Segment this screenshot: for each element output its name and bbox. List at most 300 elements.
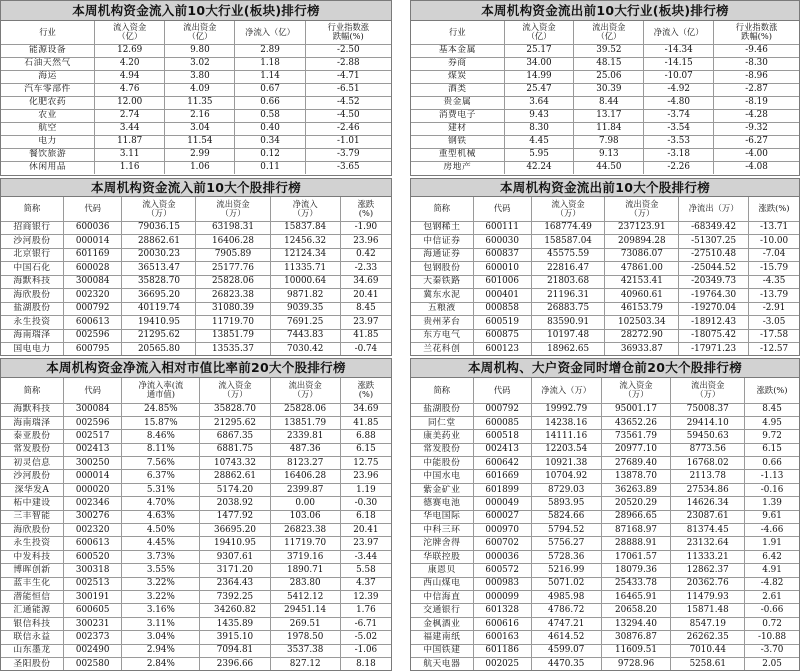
table-row (1, 248, 391, 262)
row-value-cell: 600605 (63, 604, 122, 617)
row-value-cell: 6881.75 (200, 443, 270, 456)
column-header: 行业 (411, 21, 504, 44)
row-name-cell: 东方电气 (411, 329, 473, 343)
row-value-cell: 600837 (473, 248, 531, 262)
row-value-cell: 4.37 (340, 577, 391, 590)
row-value-cell: 002580 (63, 657, 122, 670)
row-value-cell: 9.80 (165, 44, 235, 57)
row-value-cell: 601006 (473, 275, 531, 289)
row-value-cell: -68349.42 (679, 221, 749, 235)
row-value-cell: 18079.36 (601, 564, 671, 577)
table-row (411, 416, 799, 429)
row-value-cell: -2.26 (644, 161, 714, 174)
row-value-cell: 4.45 (504, 135, 574, 148)
row-value-cell: 12.00 (95, 96, 165, 109)
row-value-cell: 1890.71 (270, 564, 340, 577)
row-value-cell: 3.22% (122, 577, 200, 590)
row-value-cell: 9728.96 (601, 657, 671, 670)
row-value-cell: 17061.57 (601, 550, 671, 563)
row-name-cell: 贵金属 (411, 96, 504, 109)
net-inflow-ratio-panel (0, 358, 392, 671)
row-value-cell: 23.96 (340, 470, 391, 483)
row-value-cell: 2396.66 (200, 657, 270, 670)
row-name-cell: 海默科技 (1, 403, 63, 416)
row-value-cell: 8.18 (340, 657, 391, 670)
row-value-cell: 24.85% (122, 403, 200, 416)
row-value-cell: 0.11 (235, 161, 305, 174)
row-value-cell: 8.45 (340, 302, 391, 316)
row-value-cell: 601186 (473, 644, 531, 657)
row-value-cell: 4.45% (122, 537, 200, 550)
row-value-cell: 19410.95 (200, 537, 270, 550)
row-value-cell: 15837.84 (270, 221, 340, 235)
row-value-cell: 42153.41 (605, 275, 679, 289)
row-value-cell: -2.50 (305, 44, 391, 57)
row-value-cell: 25433.78 (601, 577, 671, 590)
row-value-cell: 3.73% (122, 550, 200, 563)
row-value-cell: 23.96 (340, 235, 391, 249)
table-row (1, 316, 391, 330)
row-value-cell: 13294.40 (601, 617, 671, 630)
row-value-cell: 73561.79 (601, 430, 671, 443)
row-value-cell: -6.51 (305, 83, 391, 96)
row-value-cell: 29414.10 (671, 416, 745, 429)
table-row (1, 590, 391, 603)
column-header: 流入资金 （万） (531, 197, 605, 221)
row-value-cell: 11479.93 (671, 590, 745, 603)
row-name-cell: 沙河股份 (1, 470, 63, 483)
column-header: 流入资金 （亿） (95, 21, 165, 44)
row-name-cell: 西山煤电 (411, 577, 473, 590)
row-value-cell: 36513.47 (122, 262, 196, 276)
row-value-cell: 002596 (63, 329, 122, 343)
stock-outflow-table (411, 197, 799, 356)
table-header-row (1, 197, 391, 221)
row-value-cell: 8547.19 (671, 617, 745, 630)
row-name-cell: 重型机械 (411, 148, 504, 161)
row-value-cell: -1.90 (340, 221, 391, 235)
row-value-cell: 1477.92 (200, 510, 270, 523)
row-value-cell: 269.51 (270, 617, 340, 630)
row-value-cell: 601169 (63, 248, 122, 262)
table-header-row (1, 21, 391, 44)
table-row (1, 403, 391, 416)
row-value-cell: 2.89 (235, 44, 305, 57)
column-header: 净流出（万） (679, 197, 749, 221)
row-name-cell: 北京银行 (1, 248, 63, 262)
row-value-cell: 4.95 (745, 416, 799, 429)
row-value-cell: -7.04 (749, 248, 799, 262)
row-value-cell: 10921.38 (531, 457, 601, 470)
column-header: 流出资金 （万） (671, 378, 745, 403)
row-value-cell: 4.91 (745, 564, 799, 577)
table-row (1, 443, 391, 456)
row-value-cell: 7010.44 (671, 644, 745, 657)
row-name-cell: 贵州茅台 (411, 316, 473, 330)
row-value-cell: 20.41 (340, 524, 391, 537)
row-name-cell: 圣阳股份 (1, 657, 63, 670)
column-header: 代码 (473, 378, 531, 403)
row-value-cell: 16406.28 (270, 470, 340, 483)
row-value-cell: 300276 (63, 510, 122, 523)
row-value-cell: 002373 (63, 631, 122, 644)
row-name-cell: 德赛电池 (411, 497, 473, 510)
row-value-cell: 35828.70 (122, 275, 196, 289)
row-value-cell: 4.09 (165, 83, 235, 96)
table-row (1, 343, 391, 357)
row-value-cell: 2.99 (165, 148, 235, 161)
row-value-cell: -2.46 (305, 122, 391, 135)
row-name-cell: 包钢稀土 (411, 221, 473, 235)
row-value-cell: 13535.37 (196, 343, 270, 357)
row-value-cell: 79036.15 (122, 221, 196, 235)
row-value-cell: -4.66 (745, 524, 799, 537)
row-value-cell: 14626.34 (671, 497, 745, 510)
stock-outflow-panel (410, 178, 800, 356)
column-header: 流入资金 （万） (122, 197, 196, 221)
table-row (411, 44, 799, 57)
table-row (1, 96, 391, 109)
row-value-cell: 7905.89 (196, 248, 270, 262)
row-value-cell: 600520 (63, 550, 122, 563)
row-value-cell: 000970 (473, 524, 531, 537)
table-row (1, 631, 391, 644)
row-name-cell: 沙河股份 (1, 235, 63, 249)
table-row (411, 96, 799, 109)
row-value-cell: -10.00 (749, 235, 799, 249)
industry-outflow-table (411, 21, 799, 174)
row-value-cell: 12456.32 (270, 235, 340, 249)
row-name-cell: 酒类 (411, 83, 504, 96)
table-row (1, 70, 391, 83)
row-value-cell: 15871.48 (671, 604, 745, 617)
row-value-cell: -4.92 (644, 83, 714, 96)
row-value-cell: 11719.70 (270, 537, 340, 550)
table-row (411, 403, 799, 416)
row-value-cell: 601328 (473, 604, 531, 617)
row-name-cell: 消费电子 (411, 109, 504, 122)
column-header: 简称 (411, 378, 473, 403)
row-value-cell: 600702 (473, 537, 531, 550)
row-value-cell: 4599.07 (531, 644, 601, 657)
row-value-cell: 45575.59 (531, 248, 605, 262)
row-value-cell: 000014 (63, 470, 122, 483)
row-value-cell: 59450.63 (671, 430, 745, 443)
row-value-cell: 300084 (63, 275, 122, 289)
table-row (1, 44, 391, 57)
row-name-cell: 休闲用品 (1, 161, 95, 174)
column-header: 涨跌 (%) (340, 378, 391, 403)
column-header: 流出资金 （亿） (574, 21, 644, 44)
row-value-cell: 40119.74 (122, 302, 196, 316)
table-row (411, 109, 799, 122)
row-name-cell: 汽车零部件 (1, 83, 95, 96)
row-name-cell: 海默科技 (1, 275, 63, 289)
row-name-cell: 航空 (1, 122, 95, 135)
row-value-cell: 600795 (63, 343, 122, 357)
row-value-cell: 16406.28 (196, 235, 270, 249)
table-row (1, 275, 391, 289)
row-name-cell: 初灵信息 (1, 457, 63, 470)
table-row (1, 510, 391, 523)
row-name-cell: 海南瑞泽 (1, 416, 63, 429)
row-value-cell: 25.47 (504, 83, 574, 96)
row-name-cell: 海通证券 (411, 248, 473, 262)
row-value-cell: 21803.68 (531, 275, 605, 289)
column-header: 代码 (63, 197, 122, 221)
row-value-cell: 10197.48 (531, 329, 605, 343)
row-value-cell: 3.64 (504, 96, 574, 109)
row-name-cell: 石油天然气 (1, 57, 95, 70)
row-value-cell: 35828.70 (200, 403, 270, 416)
row-value-cell: -18075.42 (679, 329, 749, 343)
row-value-cell: 11719.70 (196, 316, 270, 330)
table-row (1, 524, 391, 537)
table-row (411, 430, 799, 443)
row-value-cell: 600613 (63, 537, 122, 550)
row-value-cell: 5728.36 (531, 550, 601, 563)
table-row (411, 302, 799, 316)
row-value-cell: 6.18 (340, 510, 391, 523)
table-header-row (411, 197, 799, 221)
table-row (411, 457, 799, 470)
row-value-cell: 26823.38 (196, 289, 270, 303)
table-row (1, 430, 391, 443)
row-value-cell: -2.91 (749, 302, 799, 316)
table-row (411, 135, 799, 148)
row-name-cell: 化肥农药 (1, 96, 95, 109)
row-value-cell: 3719.16 (270, 550, 340, 563)
row-value-cell: 3.11 (95, 148, 165, 161)
row-name-cell: 能源设备 (1, 44, 95, 57)
row-value-cell: 3.22% (122, 590, 200, 603)
row-value-cell: -1.06 (340, 644, 391, 657)
row-value-cell: 28272.90 (605, 329, 679, 343)
row-value-cell: 600616 (473, 617, 531, 630)
row-value-cell: 23.97 (340, 316, 391, 330)
column-header: 净流入率(流 通市值) (122, 378, 200, 403)
table-row (411, 262, 799, 276)
column-header: 涨跌 (%) (340, 197, 391, 221)
row-value-cell: 4.76 (95, 83, 165, 96)
row-name-cell: 博晖创新 (1, 564, 63, 577)
row-value-cell: 26883.75 (531, 302, 605, 316)
row-value-cell: 20658.20 (601, 604, 671, 617)
net-inflow-ratio-table (1, 378, 391, 671)
row-value-cell: 12203.54 (531, 443, 601, 456)
table-row (1, 483, 391, 496)
row-value-cell: 002596 (63, 416, 122, 429)
table-row (1, 302, 391, 316)
row-value-cell: 300250 (63, 457, 122, 470)
row-name-cell: 中国石化 (1, 262, 63, 276)
row-value-cell: -20349.73 (679, 275, 749, 289)
row-value-cell: 1.91 (745, 537, 799, 550)
row-value-cell: 000099 (473, 590, 531, 603)
row-name-cell: 康美药业 (411, 430, 473, 443)
row-value-cell: 1.76 (340, 604, 391, 617)
table-row (1, 617, 391, 630)
table-row (411, 161, 799, 174)
row-value-cell: 300318 (63, 564, 122, 577)
row-value-cell: -3.44 (340, 550, 391, 563)
row-value-cell: 7.56% (122, 457, 200, 470)
row-value-cell: -4.28 (714, 109, 799, 122)
row-name-cell: 包钢股份 (411, 262, 473, 276)
row-value-cell: 600030 (473, 235, 531, 249)
table-row (1, 329, 391, 343)
row-value-cell: -13.79 (749, 289, 799, 303)
table-row (411, 510, 799, 523)
table-row (1, 289, 391, 303)
row-name-cell: 中信海直 (411, 590, 473, 603)
row-name-cell: 大秦铁路 (411, 275, 473, 289)
row-value-cell: 000036 (473, 550, 531, 563)
row-name-cell: 中信证券 (411, 235, 473, 249)
row-value-cell: 6.15 (745, 443, 799, 456)
row-value-cell: 11.54 (165, 135, 235, 148)
row-name-cell: 汇通能源 (1, 604, 63, 617)
table-row (1, 497, 391, 510)
row-value-cell: -0.74 (340, 343, 391, 357)
table-row (1, 416, 391, 429)
row-value-cell: 44.50 (574, 161, 644, 174)
row-value-cell: 8123.27 (270, 457, 340, 470)
row-value-cell: 13878.70 (601, 470, 671, 483)
row-value-cell: 8.46% (122, 430, 200, 443)
row-value-cell: 11609.51 (601, 644, 671, 657)
row-name-cell: 中科三环 (411, 524, 473, 537)
table-row (411, 604, 799, 617)
row-value-cell: 18962.65 (531, 343, 605, 357)
row-value-cell: -4.50 (305, 109, 391, 122)
row-value-cell: 3.16% (122, 604, 200, 617)
row-value-cell: 2.94% (122, 644, 200, 657)
table-row (411, 497, 799, 510)
row-value-cell: 5893.95 (531, 497, 601, 510)
panel-title: 本周机构资金净流入相对市值比率前20大个股排行榜 (1, 359, 391, 378)
row-name-cell: 五粮液 (411, 302, 473, 316)
table-row (411, 289, 799, 303)
row-value-cell: 4.63% (122, 510, 200, 523)
table-row (1, 577, 391, 590)
row-value-cell: 600111 (473, 221, 531, 235)
table-row (411, 221, 799, 235)
row-value-cell: 600642 (473, 457, 531, 470)
row-value-cell: 1.16 (95, 161, 165, 174)
row-name-cell: 蓝丰生化 (1, 577, 63, 590)
row-value-cell: 5756.27 (531, 537, 601, 550)
table-row (411, 275, 799, 289)
row-value-cell: 11.84 (574, 122, 644, 135)
row-value-cell: 15.87% (122, 416, 200, 429)
row-value-cell: 5412.12 (270, 590, 340, 603)
row-name-cell: 常发股份 (411, 443, 473, 456)
row-value-cell: 002320 (63, 524, 122, 537)
table-row (1, 564, 391, 577)
row-value-cell: 1978.50 (270, 631, 340, 644)
row-value-cell: 9.61 (745, 510, 799, 523)
row-value-cell: -5.02 (340, 631, 391, 644)
row-value-cell: 3537.38 (270, 644, 340, 657)
row-value-cell: 5071.02 (531, 577, 601, 590)
row-value-cell: 34260.82 (200, 604, 270, 617)
row-value-cell: 5216.99 (531, 564, 601, 577)
row-value-cell: 47861.00 (605, 262, 679, 276)
panel-title: 本周机构资金流入前10大行业(板块)排行榜 (1, 1, 391, 21)
row-value-cell: 2364.43 (200, 577, 270, 590)
row-value-cell: -9.46 (714, 44, 799, 57)
column-header: 流出资金 （万） (270, 378, 340, 403)
row-value-cell: 14238.16 (531, 416, 601, 429)
table-header-row (411, 21, 799, 44)
row-value-cell: 39.52 (574, 44, 644, 57)
industry-inflow-panel (0, 0, 392, 176)
column-header: 涨跌(%) (745, 378, 799, 403)
row-value-cell: -3.70 (745, 644, 799, 657)
row-value-cell: 34.69 (340, 403, 391, 416)
row-value-cell: 4614.52 (531, 631, 601, 644)
row-value-cell: 7030.42 (270, 343, 340, 357)
row-value-cell: 3.04% (122, 631, 200, 644)
row-value-cell: 2038.92 (200, 497, 270, 510)
row-value-cell: -3.18 (644, 148, 714, 161)
table-row (411, 83, 799, 96)
row-value-cell: 3915.10 (200, 631, 270, 644)
row-value-cell: 000020 (63, 483, 122, 496)
row-value-cell: 13851.79 (196, 329, 270, 343)
table-row (1, 604, 391, 617)
row-value-cell: 10000.64 (270, 275, 340, 289)
row-name-cell: 航天电器 (411, 657, 473, 670)
table-row (1, 135, 391, 148)
table-row (1, 122, 391, 135)
column-header: 代码 (473, 197, 531, 221)
row-value-cell: 600036 (63, 221, 122, 235)
row-value-cell: 6.37% (122, 470, 200, 483)
row-value-cell: -25044.52 (679, 262, 749, 276)
row-value-cell: 3.04 (165, 122, 235, 135)
table-row (411, 524, 799, 537)
row-value-cell: 300231 (63, 617, 122, 630)
row-value-cell: 20.41 (340, 289, 391, 303)
row-value-cell: -14.15 (644, 57, 714, 70)
row-value-cell: 8.11% (122, 443, 200, 456)
row-value-cell: -27510.48 (679, 248, 749, 262)
row-value-cell: 0.42 (340, 248, 391, 262)
row-value-cell: 14111.16 (531, 430, 601, 443)
table-row (411, 470, 799, 483)
column-header: 代码 (63, 378, 122, 403)
row-value-cell: 26823.38 (270, 524, 340, 537)
row-value-cell: 4.50% (122, 524, 200, 537)
row-name-cell: 农业 (1, 109, 95, 122)
row-value-cell: 6.42 (745, 550, 799, 563)
table-row (411, 122, 799, 135)
row-name-cell: 三丰智能 (1, 510, 63, 523)
row-value-cell: -19270.04 (679, 302, 749, 316)
row-value-cell: 30876.87 (601, 631, 671, 644)
row-value-cell: 25.17 (504, 44, 574, 57)
table-row (411, 235, 799, 249)
row-name-cell: 交通银行 (411, 604, 473, 617)
row-name-cell: 海运 (1, 70, 95, 83)
row-value-cell: 600519 (473, 316, 531, 330)
row-value-cell: 29451.14 (270, 604, 340, 617)
row-value-cell: 209894.28 (605, 235, 679, 249)
row-value-cell: -6.27 (714, 135, 799, 148)
row-value-cell: 25177.76 (196, 262, 270, 276)
